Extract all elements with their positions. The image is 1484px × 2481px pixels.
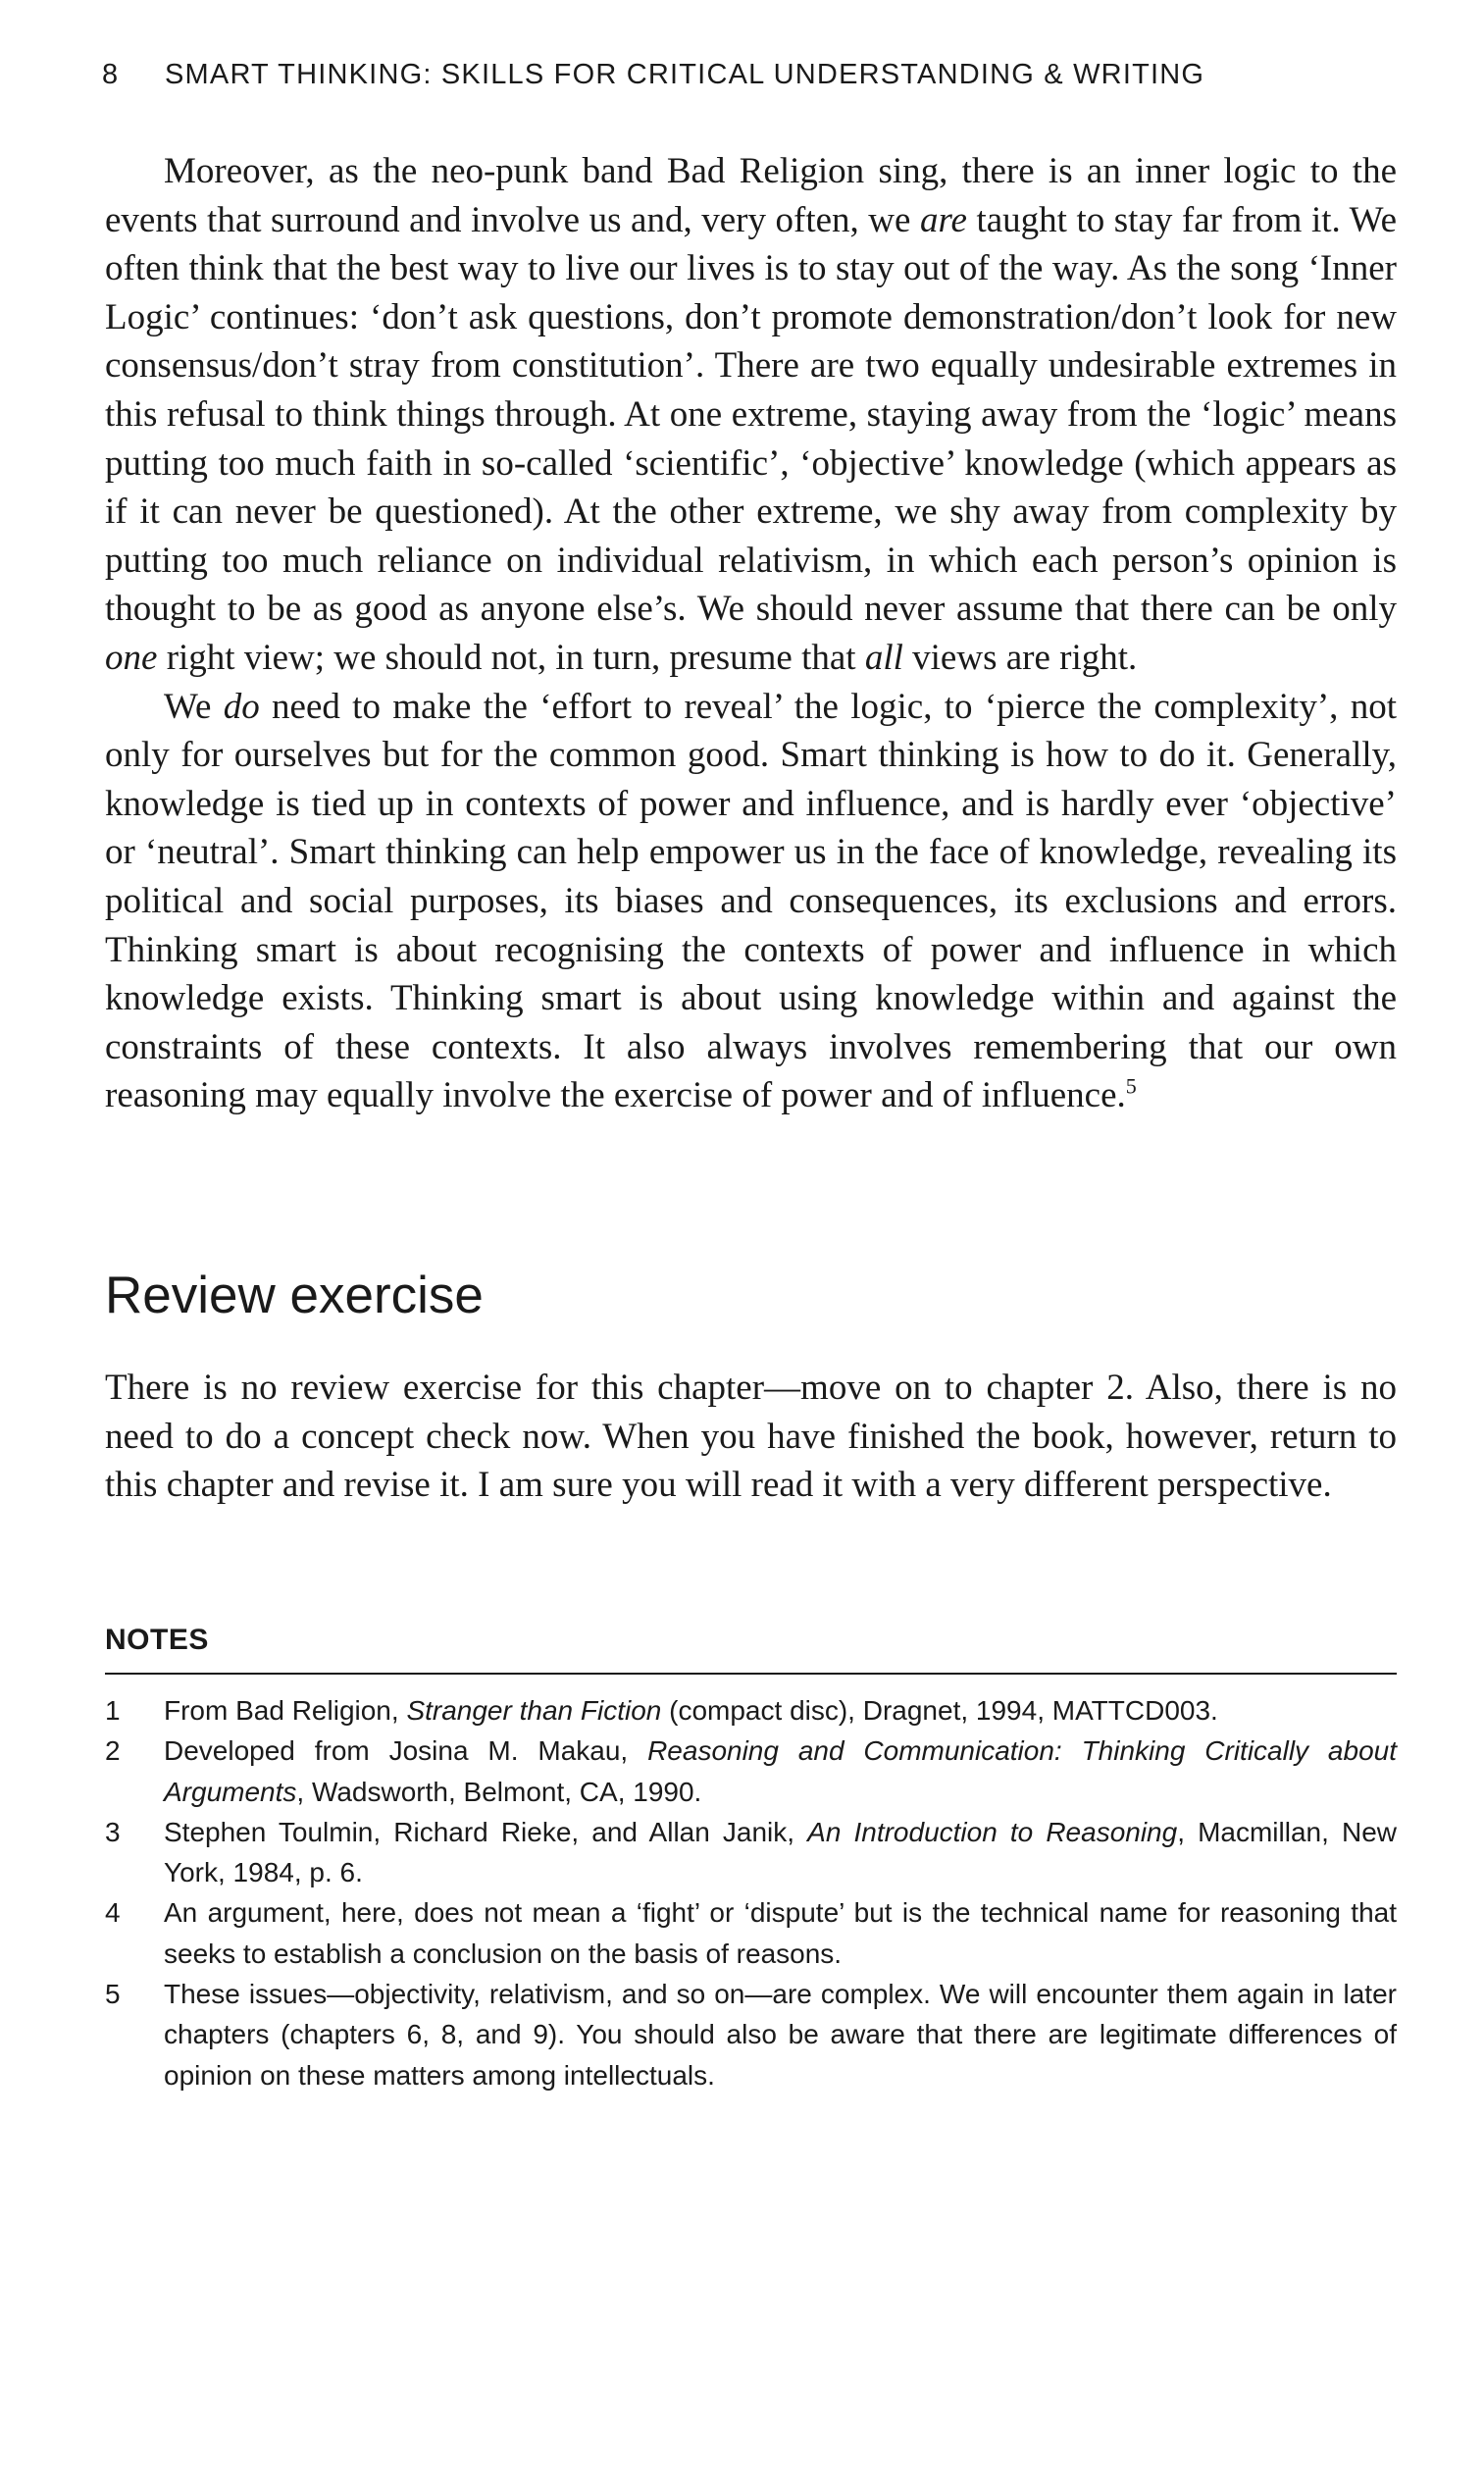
note-text: Stephen Toulmin, Richard Rieke, and Allan Janik, xyxy=(164,1816,808,1847)
note-text: From Bad Religion, xyxy=(164,1695,407,1726)
note-text: An argument, here, does not mean a ‘fight’ or ‘dispute’ but is the technical name for reasoning that seeks to establish a conclusion on the basis of reasons. xyxy=(164,1897,1397,1969)
note-text: Developed from Josina M. Makau, xyxy=(164,1735,648,1767)
note-number: 1 xyxy=(105,1695,121,1726)
text-run: taught to stay far from it. We often think that the best way to live our lives is to stay out of the way. As the song ‘Inner Logic’ continues: ‘don’t ask questions, don’t promote demonstration/don’t look for new consensus/don’t stray from constitution’. There are two equally undesirable extremes in this refusal to think things through. At one extreme, staying away from the ‘logic’ means putting too much faith in so-called ‘scientific’, ‘objective’ knowledge (which appears as if it can never be questioned). At the other extreme, we shy away from complexity by putting too much reliance on individual relativism, in which each person’s opinion is thought to be as good as anyone else’s. We should never assume that there can be only xyxy=(105,199,1397,630)
note-title: Reasoning and Communication: Thinking Critically about Arguments xyxy=(164,1735,1397,1807)
text-run: need to make the ‘effort to reveal’ the logic, to ‘pierce the complexity’, not only for ourselves but for the common good. Smart thinking is how to do it. Generally, knowledge is tied up in contexts of power and influence, and is hardly ever ‘objective’ or ‘neutral’. Smart thinking can help empower us in the face of knowledge, revealing its political and social purposes, its biases and consequences, its exclusions and errors. Thinking smart is about recognising the contexts of power and influence in which knowledge exists. Thinking smart is about using knowledge within and against the constraints of these contexts. It also always involves remembering that our own reasoning may equally involve the exercise of power and of influence. xyxy=(105,686,1397,1116)
paragraph xyxy=(105,683,1397,1120)
note-title: An Introduction to Reasoning xyxy=(807,1816,1178,1847)
divider xyxy=(105,1673,1397,1675)
paragraph: There is no review exercise for this chapter—move on to chapter 2. Also, there is no need to do a concept check now. When you have finished the book, however, return to this chapter and revise it. I am sure you will read it with a very different perspective. xyxy=(105,1368,1397,1506)
note-number: 5 xyxy=(105,1979,121,2010)
note-item xyxy=(105,1892,1397,1974)
running-header xyxy=(102,59,1204,91)
body-text xyxy=(105,147,1397,1120)
note-number: 4 xyxy=(105,1897,121,1929)
page-number: 8 xyxy=(102,59,120,90)
text-run: right view; we should not, in turn, presume that xyxy=(157,637,865,678)
text-run: views are right. xyxy=(902,637,1138,678)
note-text: These issues—objectivity, relativism, and so on—are complex. We will encounter them again in later chapters (chapters 6, 8, and 9). You should also be aware that there are legitimate differences of opinion on these matters among intellectuals. xyxy=(164,1979,1397,2091)
note-number: 3 xyxy=(105,1816,121,1847)
note-text: (compact disc), Dragnet, 1994, MATTCD003. xyxy=(661,1695,1218,1726)
note-title: Stranger than Fiction xyxy=(406,1695,662,1726)
section-heading: Review exercise xyxy=(105,1266,484,1324)
note-text: , Macmillan, New York, 1984, p. 6. xyxy=(164,1816,1397,1888)
emphasis: one xyxy=(105,637,158,678)
running-title: SMART THINKING: SKILLS FOR CRITICAL UNDERSTANDING & WRITING xyxy=(165,59,1205,90)
footnote-reference[interactable]: 5 xyxy=(1125,1073,1137,1099)
emphasis: all xyxy=(864,637,903,678)
notes-list xyxy=(105,1690,1397,2095)
note-text: , Wadsworth, Belmont, CA, 1990. xyxy=(296,1776,702,1807)
paragraph xyxy=(105,147,1397,683)
note-item xyxy=(105,1690,1397,1731)
note-item xyxy=(105,1812,1397,1893)
text-run: Moreover, as the neo-punk band Bad Religion sing, there is an inner logic to the events that surround and involve us and, very often, we xyxy=(105,151,1397,240)
note-number: 2 xyxy=(105,1735,121,1767)
review-text xyxy=(105,1364,1397,1510)
note-item xyxy=(105,1731,1397,1812)
notes-heading: NOTES xyxy=(105,1624,209,1656)
note-item xyxy=(105,1974,1397,2095)
emphasis: are xyxy=(919,199,967,240)
emphasis: do xyxy=(223,686,260,727)
text-run: We xyxy=(164,686,224,727)
